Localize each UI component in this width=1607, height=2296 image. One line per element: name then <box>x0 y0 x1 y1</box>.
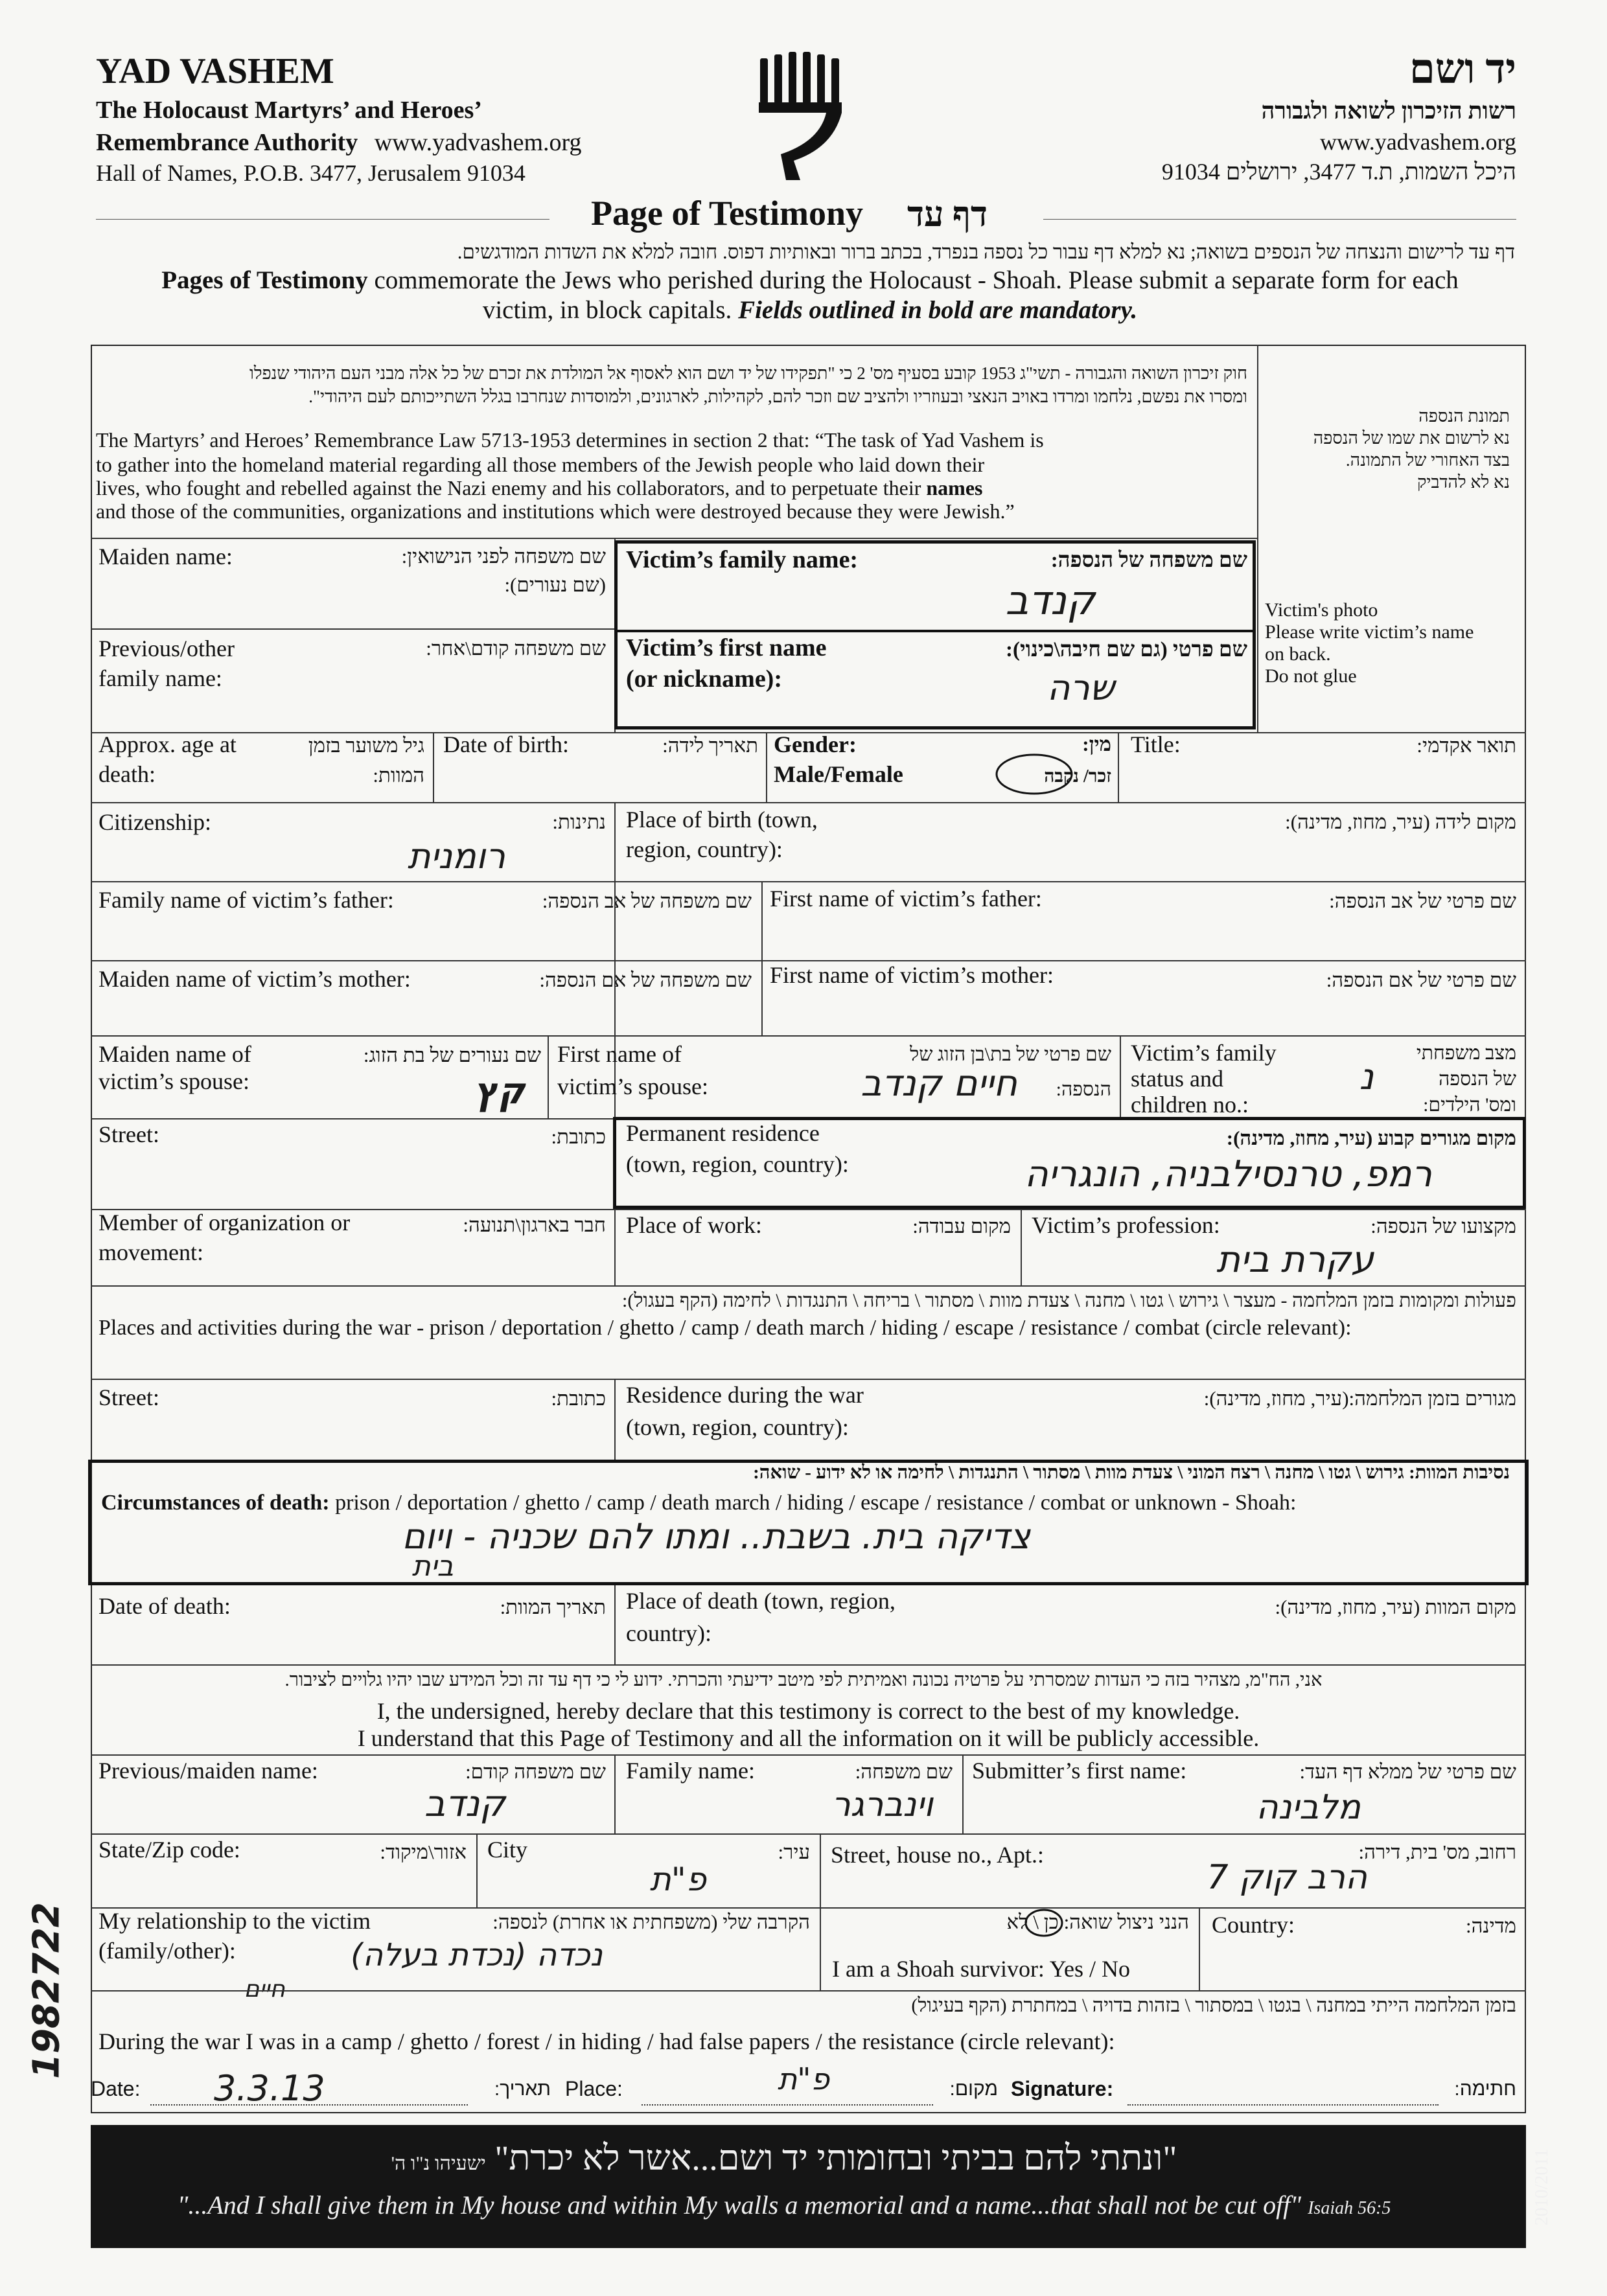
father-family-he: שם משפחה של אב הנספה: <box>542 890 752 912</box>
family-status-label-3: children no.: <box>1131 1092 1249 1118</box>
places-en: Places and activities during the war - prison / deportation / ghetto / camp / death march / hiding / escape / resistance / combat (circle relevant): <box>98 1316 1352 1340</box>
gender-he-1: מין: <box>1082 733 1111 755</box>
submitter-family-value[interactable]: וינברגר <box>831 1785 933 1824</box>
war-res-label-2: (town, region, country): <box>626 1414 849 1440</box>
citizenship-value[interactable]: רומנית <box>407 836 505 877</box>
spouse-first-label-1: First name of <box>557 1041 682 1067</box>
col-line-death <box>614 1585 616 1664</box>
citizenship-label: Citizenship: <box>98 809 211 835</box>
col-line-sub-1 <box>614 1754 616 1833</box>
col-line-rel-1 <box>820 1907 821 1990</box>
signature-he: חתימה: <box>1454 2078 1516 2100</box>
places-he: פעולות ומקומות בזמן המלחמה - מעצר \ גירוש \ גטו \ מחנה \ צעדת מוות \ מסתור \ בריחה \ התנגדות \ לחימה (הקף בעגול): <box>622 1290 1516 1311</box>
family-status-label-2: status and <box>1131 1066 1223 1092</box>
row-line-10 <box>91 1379 1526 1380</box>
victim-first-name-label-1: Victim’s first name <box>626 634 827 661</box>
place-of-birth-label-2: region, country): <box>626 836 783 862</box>
profession-he: מקצועו של הנספה: <box>1370 1215 1516 1237</box>
row-line-6 <box>91 1035 1526 1037</box>
father-family-label: Family name of victim’s father: <box>98 887 394 913</box>
gender-he-2: זכר/ נקבה <box>1044 766 1111 786</box>
war-res-label-1: Residence during the war <box>626 1382 864 1408</box>
law-en-1: The Martyrs’ and Heroes’ Remembrance Law 5713-1953 determines in section 2 that: “The task of Yad Vashem is <box>96 428 1044 452</box>
city-value[interactable]: פ"ת <box>649 1861 706 1898</box>
law-en-names: names <box>926 476 983 499</box>
form-title-he: דף עד <box>907 195 988 234</box>
street-he: כתובת: <box>551 1125 606 1148</box>
authority-line-2 <box>96 128 581 158</box>
submitter-prev-name-value[interactable]: קנדב <box>424 1783 505 1825</box>
website-left: www.yadvashem.org <box>374 129 582 156</box>
col-line-spouse-2 <box>1120 1035 1121 1118</box>
circumstances-en <box>101 1490 1296 1517</box>
dob-he: תאריך לידה: <box>662 734 758 757</box>
authority-bold: Remembrance Authority <box>96 129 358 156</box>
date-he: תאריך: <box>494 2078 551 2100</box>
war-status-en: During the war I was in a camp / ghetto / forest / in hiding / had false papers / the resistance (circle relevant): <box>98 2028 1115 2054</box>
footer-year: 2010/2011 <box>1532 2148 1552 2226</box>
spouse-first-value[interactable]: חיים קנדב <box>861 1062 1017 1105</box>
header-rule-left <box>96 219 549 220</box>
intro-en-1 <box>110 266 1510 296</box>
gender-label-2: Male/Female <box>774 761 903 787</box>
spouse-first-label-2: victim’s spouse: <box>557 1073 708 1099</box>
citizenship-he: נתינות: <box>552 810 606 833</box>
member-he: חבר בארגון\תנועה: <box>463 1213 606 1236</box>
member-label-1: Member of organization or <box>98 1210 351 1235</box>
sub-street-he: רחוב, מס' בית, דירה: <box>1358 1841 1516 1863</box>
gender-circle <box>993 750 1076 798</box>
spouse-maiden-value[interactable]: קץ <box>474 1070 525 1112</box>
col-line-war-res <box>614 1379 616 1460</box>
place-value[interactable]: פ"ת <box>778 2061 830 2096</box>
row-line-3 <box>91 802 1526 803</box>
row-line-13 <box>91 1833 1526 1835</box>
victim-first-name-label-2: (or nickname): <box>626 665 782 693</box>
authority-he: רשות הזיכרון לשואה ולגבורה <box>1261 98 1516 124</box>
perm-res-value[interactable]: רמפ, טרנסילבניה, הונגריה <box>1024 1153 1432 1195</box>
country-label: Country: <box>1212 1912 1295 1938</box>
father-first-he: שם פרטי של אב הנספה: <box>1329 890 1516 912</box>
family-status-he-2: של הנספה <box>1439 1068 1516 1090</box>
submitter-prev-name-label: Previous/maiden name: <box>98 1758 318 1784</box>
law-en-4: and those of the communities, organizations and institutions which were destroyed because they were Jewish.” <box>96 499 1015 523</box>
col-line-work-2 <box>1021 1209 1022 1285</box>
place-of-birth-he: מקום לידה (עיר, מחוז, מדינה): <box>1285 810 1516 833</box>
submitter-family-he: שם משפחה: <box>855 1760 953 1783</box>
maiden-name-label: Maiden name: <box>98 544 233 569</box>
col-line-age <box>433 732 434 802</box>
victim-first-name-value[interactable]: שרה <box>1046 667 1115 708</box>
age-label-2: death: <box>98 761 156 787</box>
col-line-parents <box>761 881 763 1035</box>
org-name-he: יד ושם <box>1409 46 1516 92</box>
date-label: Date: <box>91 2077 141 2100</box>
place-of-death-he: מקום המוות (עיר, מחוז, מדינה): <box>1275 1596 1516 1618</box>
row-line-maiden <box>91 628 614 630</box>
war-street-label: Street: <box>98 1384 159 1410</box>
spouse-first-he-1: שם פרטי של בת\בן הזוג של <box>910 1044 1111 1065</box>
row-line-12 <box>91 1754 1526 1756</box>
sub-street-value[interactable]: הרב קוק 7 <box>1207 1858 1367 1897</box>
survivor-yes-circle <box>1023 1906 1065 1940</box>
survivor-he: הנני ניצול שואה: כן \ לא <box>1006 1911 1189 1933</box>
declaration-en-1: I, the undersigned, hereby declare that this testimony is correct to the best of my knowledge. <box>376 1698 1240 1724</box>
col-line-spouse-1 <box>548 1035 549 1118</box>
col-line-sub-3 <box>476 1833 478 1907</box>
intro-en-text-1: commemorate the Jews who perished during the Holocaust - Shoah. Please submit a separate form for each <box>367 266 1459 294</box>
zip-label: State/Zip code: <box>98 1837 240 1863</box>
col-line-sub-4 <box>820 1833 821 1907</box>
place-line <box>642 2104 933 2106</box>
address-he: היכל השמות, ת.ד 3477, ירושלים 91034 <box>1161 159 1516 185</box>
footer-quote-he-text: "ונתתי להם בביתי ובחומותי יד ושם...אשר לא יכרת" <box>494 2139 1177 2177</box>
photo-he-2: נא לרשום את שמו של הנספה <box>1313 428 1510 448</box>
footer-quote-en-text: "...And I shall give them in My house and within My walls a memorial and a name...that shall not be cut off" <box>177 2190 1302 2220</box>
row-line-11 <box>91 1664 1526 1666</box>
place-of-death-label-2: country): <box>626 1620 711 1646</box>
place-of-birth-label-1: Place of birth (town, <box>626 807 818 832</box>
place-label: Place: <box>565 2077 623 2100</box>
war-street-he: כתובת: <box>551 1387 606 1410</box>
sub-street-label: Street, house no., Apt.: <box>831 1842 1044 1868</box>
photo-he-3: בצד האחורי של התמונה. <box>1345 450 1510 470</box>
mother-maiden-label: Maiden name of victim’s mother: <box>98 966 411 992</box>
previous-name-label-2: family name: <box>98 665 222 691</box>
intro-en-text-2: victim, in block capitals. <box>482 296 739 324</box>
victim-family-name-label: Victim’s family name: <box>626 546 859 573</box>
photo-he-4: נא לא להדביק <box>1416 472 1510 492</box>
intro-en-2 <box>110 295 1510 326</box>
photo-he-1: תמונת הנספה <box>1418 406 1510 426</box>
date-of-death-he: תאריך המוות: <box>500 1596 606 1618</box>
col-line-dob <box>766 732 767 802</box>
country-he: מדינה: <box>1466 1914 1516 1937</box>
war-status-he: בזמן המלחמה הייתי במחנה \ בגטו \ במסתור \ בזהות בדויה \ במחתרת (הקף בעיגול) <box>911 1995 1516 2016</box>
law-en-3 <box>96 476 982 500</box>
law-en-3-text: lives, who fought and rebelled against the Nazi enemy and his collaborators, and to perpetuate their <box>96 476 921 499</box>
footer-quote-he <box>117 2138 1451 2178</box>
col-line-sub-2 <box>962 1754 964 1833</box>
row-line-4 <box>91 881 1526 882</box>
circumstances-en-text: prison / deportation / ghetto / camp / death march / hiding / escape / resistance / combat or unknown - Shoah: <box>329 1491 1297 1515</box>
member-label-2: movement: <box>98 1239 203 1265</box>
gender-label-1: Gender: <box>774 731 857 757</box>
mother-first-he: שם פרטי של אם הנספה: <box>1326 969 1516 991</box>
maiden-name-he-2: (שם נעורים): <box>504 573 606 596</box>
yad-vashem-logo <box>755 51 852 187</box>
law-he-1: חוק זיכרון השואה והגבורה - תשי"ג 1953 קובע בסעיף מס' 2 כי "תפקידו של יד ושם הוא לאסוף אל המולדת את זכרם של כל אלה מבני העם היהודי שנפלו <box>249 363 1247 383</box>
mother-first-label: First name of victim’s mother: <box>770 962 1054 988</box>
survivor-en: I am a Shoah survivor: Yes / No <box>832 1956 1130 1982</box>
profession-value[interactable]: עקרת בית <box>1216 1239 1374 1281</box>
family-status-he-1: מצב משפחתי <box>1416 1042 1516 1064</box>
footer-quote-en <box>117 2190 1451 2220</box>
spouse-maiden-he: שם נעורים של בת הזוג: <box>363 1044 541 1066</box>
family-status-label-1: Victim’s family <box>1131 1040 1277 1066</box>
row-line-1 <box>91 538 1257 539</box>
declaration-he: אני, הח"מ, מצהיר בזה כי העדות שמסרתי על פרטיה נכונה ואמיתית לפי מיטב ידיעתי והכרתי. ידוע לי כי דף עד זה וכל המידע שבו יהיו גלויים לציבור. <box>284 1670 1323 1690</box>
photo-en-2: Please write victim’s name <box>1265 621 1474 643</box>
victim-first-name-he: שם פרטי (גם שם חיבה\כינוי): <box>1006 638 1247 661</box>
relationship-he: הקרבה שלי (משפחתית או אחרת) לנספה: <box>492 1911 810 1933</box>
perm-res-label-1: Permanent residence <box>626 1120 820 1146</box>
submitter-prev-name-he: שם משפחה קודם: <box>465 1760 606 1783</box>
signature-line[interactable] <box>1127 2104 1439 2106</box>
perm-res-he: מקום מגורים קבוע (עיר, מחוז, מדינה): <box>1226 1127 1516 1149</box>
circumstances-value-2[interactable]: בית <box>411 1550 454 1583</box>
city-he: עיר: <box>778 1841 810 1863</box>
family-first-divider <box>614 630 1256 632</box>
work-label: Place of work: <box>626 1212 762 1238</box>
date-value[interactable]: 3.3.13 <box>214 2068 325 2109</box>
spouse-maiden-label-2: victim’s spouse: <box>98 1068 249 1094</box>
maiden-name-he: שם משפחה לפני הנישואין: <box>401 545 606 568</box>
father-first-label: First name of victim’s father: <box>770 886 1042 912</box>
authority-line-1: The Holocaust Martyrs’ and Heroes’ <box>96 97 482 124</box>
work-he: מקום עבודה: <box>912 1215 1011 1237</box>
age-he-2: המוות: <box>373 764 424 786</box>
row-line-15 <box>91 1990 1526 1992</box>
footer-quote-en-ref: Isaiah 56:5 <box>1308 2198 1391 2218</box>
city-label: City <box>487 1837 528 1863</box>
spouse-maiden-label-1: Maiden name of <box>98 1041 251 1067</box>
perm-res-label-2: (town, region, country): <box>626 1151 849 1177</box>
org-name-en: YAD VASHEM <box>96 51 334 91</box>
photo-en-1: Victim's photo <box>1265 599 1378 621</box>
footer-quote-he-ref: ישעיהו נ"ו ה' <box>391 2153 486 2174</box>
place-of-death-label-1: Place of death (town, region, <box>626 1588 896 1614</box>
address-en: Hall of Names, P.O.B. 3477, Jerusalem 91034 <box>96 160 526 186</box>
photo-en-4: Do not glue <box>1265 665 1357 687</box>
victim-family-name-value[interactable]: קנדב <box>1005 577 1095 624</box>
archive-number: 1982722 <box>25 1902 68 2079</box>
website-right: www.yadvashem.org <box>1320 129 1516 155</box>
zip-he: אזור\מיקוד: <box>380 1841 467 1863</box>
circumstances-value-1[interactable]: צדיקה בית. בשבת.. ומתו להם שכניה - ויום <box>402 1516 1030 1557</box>
relationship-label-1: My relationship to the victim <box>98 1908 371 1934</box>
law-photo-divider <box>1257 345 1258 733</box>
law-he-2: ומסרו את נפשם, נלחמו ומרדו באויב הנאצי ובעוזריו ולהציב שם וזכר להם, לקהילות, לארגונים, ולמוסדות שנחרבו בגלל השתייכותם לעם היהודי". <box>308 387 1247 406</box>
date-of-death-label: Date of death: <box>98 1593 231 1619</box>
relationship-value-2[interactable]: חיים <box>244 1976 285 2003</box>
submitter-first-he: שם פרטי של ממלא דף העד: <box>1299 1760 1516 1783</box>
circumstances-en-bold: Circumstances of death: <box>101 1491 330 1515</box>
submitter-first-value[interactable]: מלבינה <box>1256 1788 1361 1827</box>
declaration-en-2: I understand that this Page of Testimony and all the information on it will be publicly accessible. <box>357 1725 1260 1751</box>
photo-en-3: on back. <box>1265 643 1331 665</box>
header-rule-right <box>1043 219 1516 220</box>
relationship-value[interactable]: נכדה (נכדת בעלה) <box>351 1937 603 1973</box>
place-he: מקום: <box>949 2078 998 2100</box>
street-label: Street: <box>98 1121 159 1147</box>
victim-family-name-he: שם משפחה של הנספה: <box>1050 549 1247 572</box>
col-line-gender <box>1118 732 1119 802</box>
age-he-1: גיל משוער בזמן <box>308 734 424 757</box>
submitter-family-label: Family name: <box>626 1758 755 1784</box>
law-en-2: to gather into the homeland material regarding all those members of the Jewish people who laid down their <box>96 453 985 476</box>
family-status-he-3: ומס' הילדים: <box>1423 1094 1516 1116</box>
spouse-first-he-2: הנספה: <box>1056 1079 1111 1100</box>
form-title-en: Page of Testimony <box>591 194 864 233</box>
mother-maiden-he: שם משפחה של אם הנספה: <box>539 969 752 991</box>
col-line-rel-2 <box>1199 1907 1200 1990</box>
submitter-first-label: Submitter’s first name: <box>972 1758 1187 1784</box>
signature-label: Signature: <box>1011 2077 1114 2100</box>
profession-label: Victim’s profession: <box>1032 1212 1220 1238</box>
col-line-work-1 <box>614 1209 616 1285</box>
previous-name-label-1: Previous/other <box>98 636 235 661</box>
previous-name-he: שם משפחה קודם\אחר: <box>426 637 606 660</box>
family-status-value[interactable]: נ <box>1359 1056 1374 1098</box>
war-res-he: מגורים בזמן המלחמה:(עיר, מחוז, מדינה): <box>1203 1387 1516 1410</box>
circumstances-he: נסיבות המוות: גירוש \ גטו \ מחנה \ רצח המוני \ צעדת מוות \ מסתור \ התנגדות \ לחימה או לא ידוע - שואה: <box>753 1462 1510 1483</box>
intro-mandatory: Fields outlined in bold are mandatory. <box>738 296 1138 324</box>
dob-label: Date of birth: <box>443 731 569 757</box>
title-label: Title: <box>1131 731 1181 757</box>
intro-he: דף עד לרישום והנצחה של הנספים בשואה; נא למלא דף עבור כל נספה בנפרד, בכתב ברור ובאותיות דפוס. חובה למלא את השדות המודגשים. <box>457 240 1515 263</box>
row-line-9 <box>91 1285 1526 1287</box>
age-label-1: Approx. age at <box>98 731 237 757</box>
relationship-label-2: (family/other): <box>98 1938 236 1964</box>
title-he: תואר אקדמי: <box>1416 734 1516 757</box>
intro-en-bold: Pages of Testimony <box>161 266 368 294</box>
